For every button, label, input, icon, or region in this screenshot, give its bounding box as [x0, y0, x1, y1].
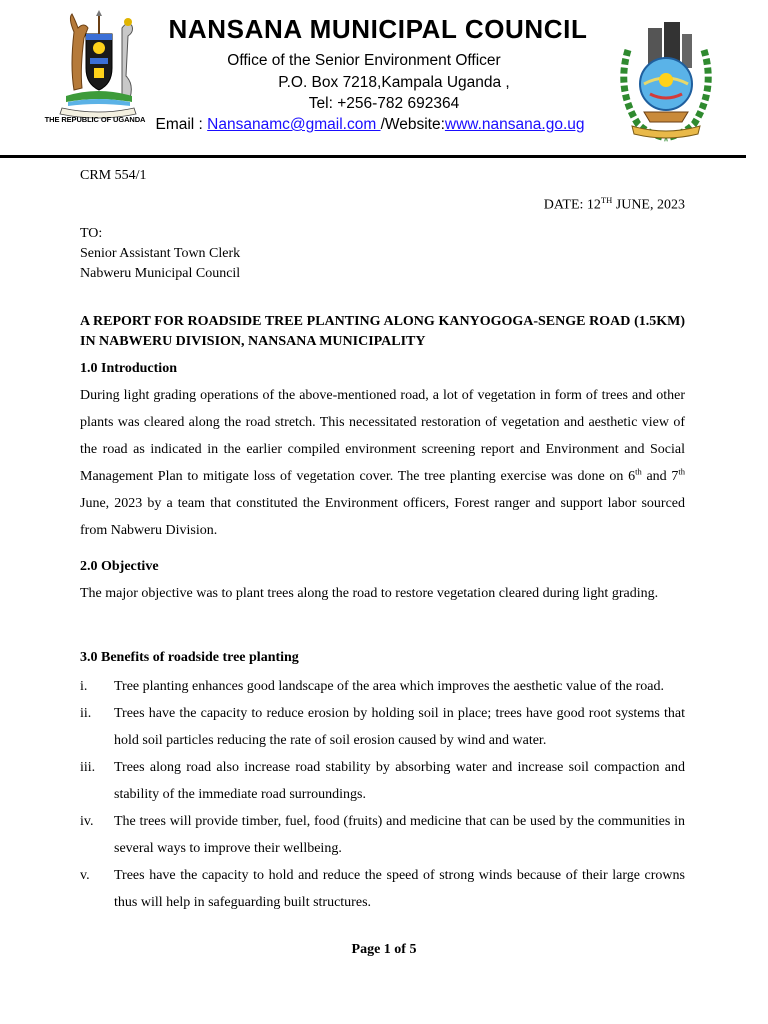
letterhead: [0, 0, 768, 160]
po-box-line: P.O. Box 7218,Kampala Uganda ,: [278, 74, 510, 91]
introduction-heading: 1.0 Introduction: [80, 361, 177, 376]
recipient-organization: Nabweru Municipal Council: [80, 266, 241, 281]
list-item: [80, 862, 685, 916]
introduction-paragraph: [80, 382, 685, 544]
coat-of-arms-caption: THE REPUBLIC OF UGANDA: [44, 115, 146, 124]
benefits-list: [80, 673, 685, 916]
report-title: A REPORT FOR ROADSIDE TREE PLANTING ALONG KANYOGOGA-SENGE ROAD (1.5KM) IN NABWERU DIVISION, NANSANA MUNICIPALITY: [80, 314, 685, 349]
website-label: /Website:: [380, 116, 445, 133]
letter-date: [544, 195, 685, 214]
reference-number: CRM 554/1: [80, 168, 147, 183]
benefits-heading: 3.0 Benefits of roadside tree planting: [80, 650, 299, 665]
list-item-text: The trees will provide timber, fuel, food (fruits) and medicine that can be used by the communities in several ways to improve their wellbeing.: [114, 814, 685, 856]
objective-heading: 2.0 Objective: [80, 559, 159, 574]
municipal-seal-icon: [614, 20, 718, 142]
letterhead-divider: [0, 155, 746, 158]
date-prefix: DATE: 12: [543, 197, 601, 213]
website-link[interactable]: www.nansana.go.ug: [444, 116, 585, 133]
date-suffix: JUNE, 2023: [612, 197, 685, 213]
email-link[interactable]: Nansanamc@gmail.com: [207, 116, 381, 133]
list-item: [80, 754, 685, 808]
list-item-text: Tree planting enhances good landscape of the area which improves the aesthetic value of the road.: [114, 679, 664, 694]
page-number: Page 1 of 5: [351, 942, 417, 957]
office-line: Office of the Senior Environment Officer: [227, 52, 501, 69]
intro-ordinal-1: th: [635, 466, 642, 477]
list-item-text: Trees along road also increase road stability by absorbing water and increase soil compaction and stability of the immediate road surroundings.: [114, 760, 685, 802]
list-item-number: v.: [80, 868, 90, 883]
telephone-line: Tel: +256-782 692364: [308, 95, 460, 112]
intro-text-1: During light grading operations of the above-mentioned road, a lot of vegetation in form of trees and other plants was cleared along the road stretch. This necessitated restoration of vegetation and aesthetic view of the road as indicated in the earlier compiled environment screening report and Environment and Social Management Plan to mitigate loss of vegetation cover. The tree planting exercise was done on 6: [80, 388, 685, 484]
list-item-number: i.: [80, 679, 88, 694]
list-item-text: Trees have the capacity to hold and reduce the speed of strong winds because of their large crowns thus will help in safeguarding built structures.: [114, 868, 685, 910]
list-item: [80, 700, 685, 754]
list-item: [80, 808, 685, 862]
objective-paragraph: The major objective was to plant trees along the road to restore vegetation cleared during light grading.: [80, 586, 659, 601]
council-name: NANSANA MUNICIPAL COUNCIL: [168, 14, 588, 44]
intro-text-3: June, 2023 by a team that constituted the Environment officers, Forest ranger and support labor sourced from Nabweru Division.: [80, 496, 685, 538]
recipient-address: [80, 224, 240, 284]
list-item: [80, 673, 685, 700]
to-label: TO:: [80, 226, 103, 241]
intro-text-2: and 7: [641, 469, 679, 484]
date-ordinal: TH: [600, 195, 613, 205]
list-item-text: Trees have the capacity to reduce erosion by holding soil in place; trees have good root systems that hold soil particles reducing the rate of soil erosion caused by wind and water.: [114, 706, 685, 748]
list-item-number: iv.: [80, 814, 94, 829]
list-item-number: iii.: [80, 760, 96, 775]
list-item-number: ii.: [80, 706, 92, 721]
intro-ordinal-2: th: [678, 466, 686, 477]
email-label: Email :: [155, 116, 208, 133]
recipient-title: Senior Assistant Town Clerk: [80, 246, 241, 261]
